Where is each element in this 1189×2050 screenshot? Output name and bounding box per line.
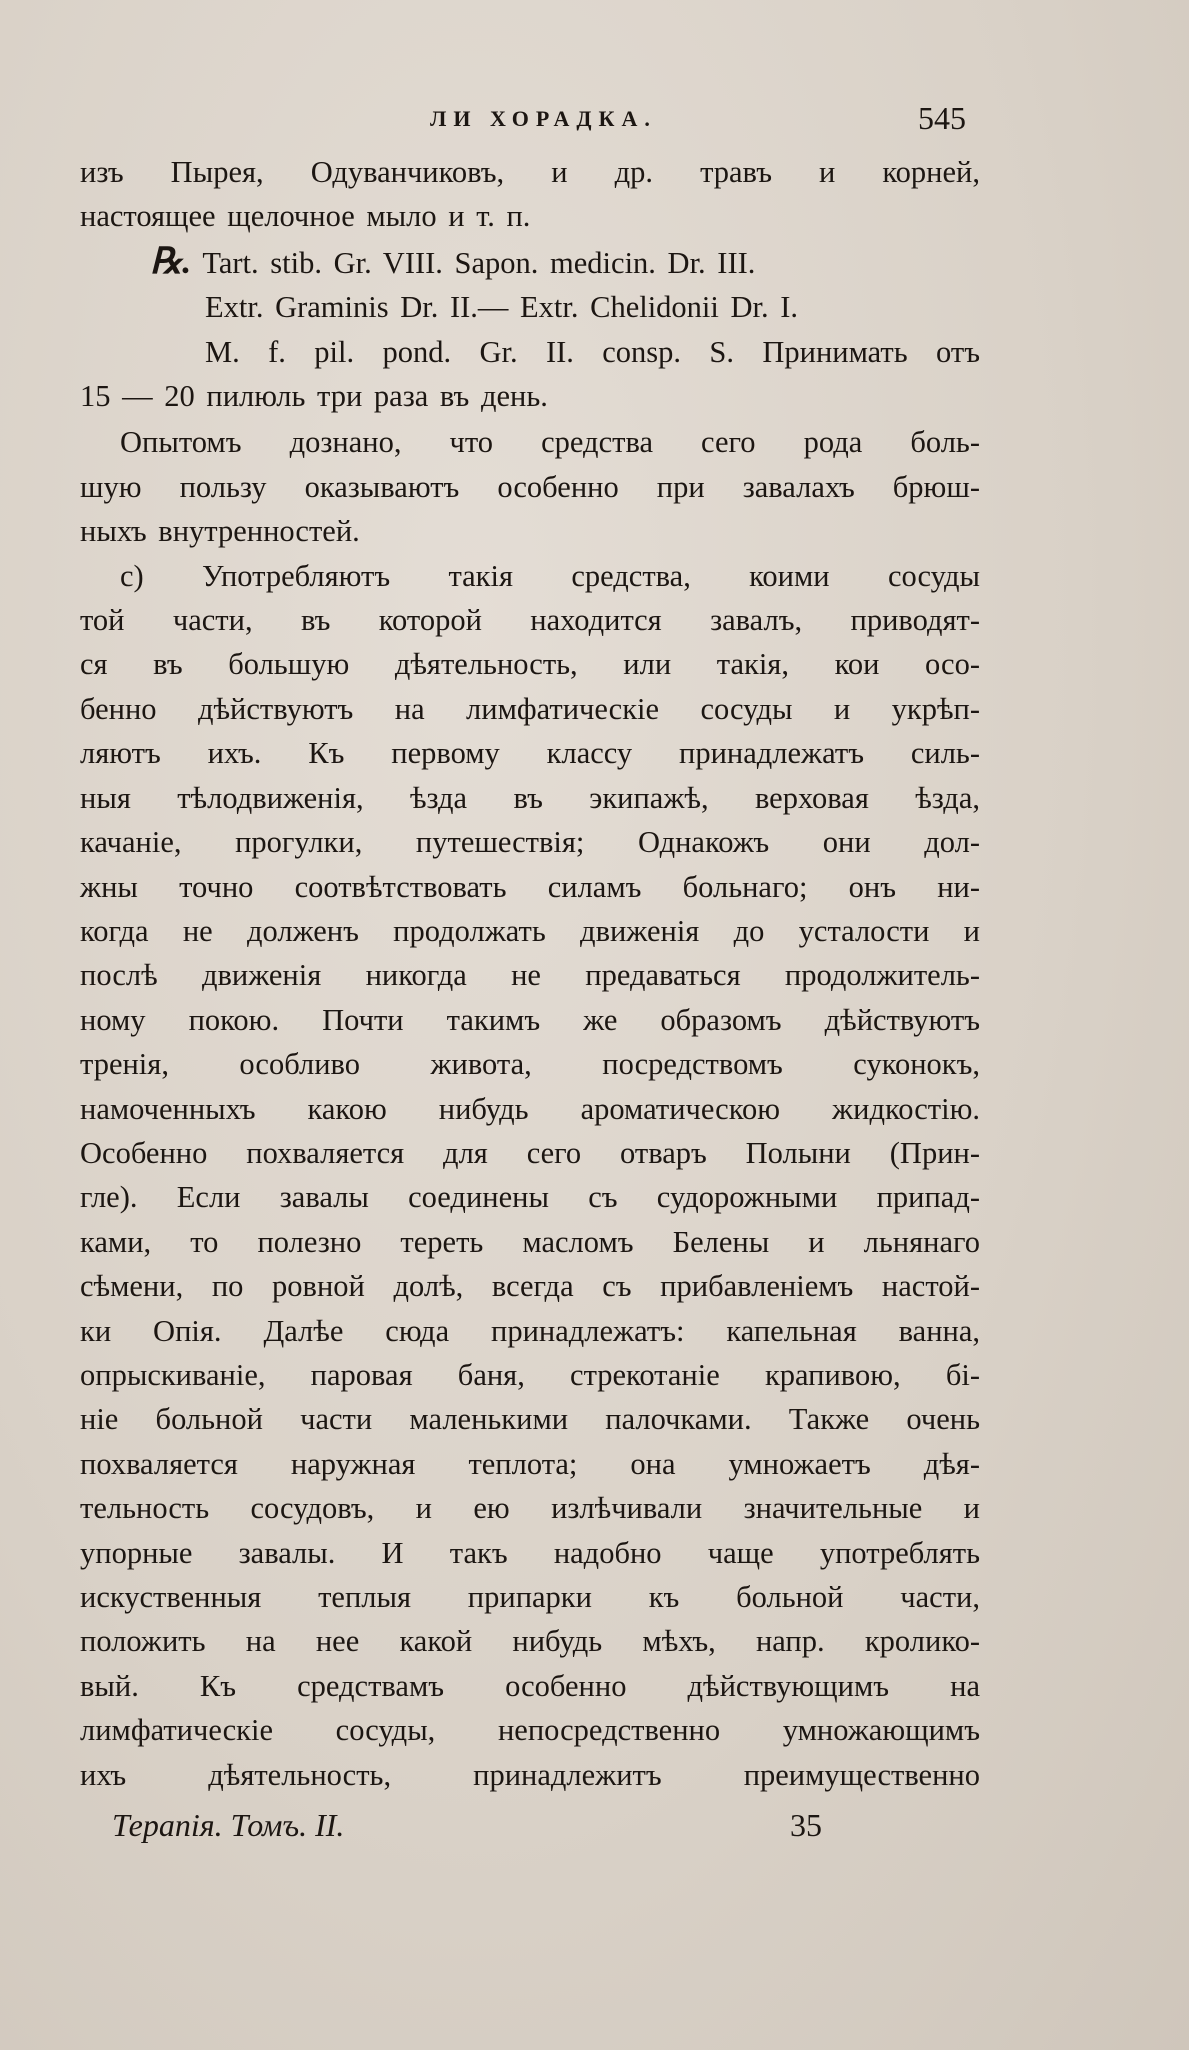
- prescription-text: Tart. stib. Gr. VIII. Sapon. medicin. Dr. III.: [202, 245, 756, 280]
- text-line: намоченныхъ какою нибудь ароматическою жидкостію.: [80, 1091, 980, 1126]
- prescription-line: Extr. Graminis Dr. II.— Extr. Chelidonii Dr. I.: [205, 290, 799, 325]
- text-line: ніе больной части маленькими палочками. Также очень: [80, 1402, 980, 1437]
- text-line: ляютъ ихъ. Къ первому классу принадлежатъ силь-: [80, 736, 980, 771]
- text-line: Особенно похваляется для сего отваръ Полыни (Прин-: [80, 1135, 980, 1170]
- page-body: [80, 150, 980, 1797]
- text-line: тельность сосудовъ, и ею излѣчивали значительные и: [80, 1491, 980, 1526]
- text-line: ки Опія. Далѣе сюда принадлежатъ: капельная ванна,: [80, 1313, 980, 1348]
- running-header: [0, 100, 1189, 148]
- text-line: шую пользу оказываютъ особенно при завалахъ брюш-: [80, 469, 980, 504]
- text-line: Опытомъ дознано, что средства сего рода боль-: [120, 425, 980, 460]
- text-line: лимфатическіе сосуды, непосредственно умножающимъ: [80, 1713, 980, 1748]
- text-line: сѣмени, по ровной долѣ, всегда съ прибавленіемъ настой-: [80, 1269, 980, 1304]
- sheet-number: 35: [790, 1807, 822, 1843]
- text-line: похваляется наружная теплота; она умножаетъ дѣя-: [80, 1446, 980, 1481]
- volume-signature: Терапія. Томъ. II.: [112, 1807, 345, 1843]
- page-number: 545: [918, 100, 966, 136]
- prescription-line: M. f. pil. pond. Gr. II. consp. S. Принимать отъ: [205, 334, 980, 369]
- text-line: искуственныя теплыя припарки къ больной части,: [80, 1580, 980, 1614]
- text-line: той части, въ которой находится завалъ, приводят-: [80, 603, 980, 638]
- page-footer: [0, 1807, 1189, 1857]
- text-line: послѣ движенія никогда не предаваться продолжитель-: [80, 958, 980, 993]
- text-line: бенно дѣйствуютъ на лимфатическіе сосуды и укрѣп-: [80, 691, 980, 726]
- text-line: ся въ большую дѣятельность, или такія, кои осо-: [80, 647, 980, 682]
- prescription-line: 15 — 20 пилюль три раза въ день.: [80, 379, 548, 414]
- text-line: когда не долженъ продолжать движенія до усталости и: [80, 913, 980, 948]
- text-line: жны точно соотвѣтствовать силамъ больнаго; онъ ни-: [80, 869, 980, 904]
- text-line: настоящее щелочное мыло и т. п.: [80, 199, 531, 234]
- text-line: тренія, особливо живота, посредствомъ суконокъ,: [80, 1047, 980, 1082]
- text-line: опрыскиваніе, паровая баня, стрекотаніе крапивою, бі-: [80, 1357, 980, 1392]
- text-line: ихъ дѣятельность, принадлежитъ преимущественно: [80, 1757, 980, 1792]
- running-title: ЛИ ХОРАДКА.: [430, 106, 657, 131]
- text-line: ныхъ внутренностей.: [80, 514, 360, 549]
- text-line: положить на нее какой нибудь мѣхъ, напр. кролико-: [80, 1624, 980, 1659]
- text-line: качаніе, прогулки, путешествія; Однакожъ они дол-: [80, 825, 980, 860]
- recipe-symbol: ℞.: [150, 240, 192, 281]
- text-line: ками, то полезно тереть масломъ Белены и льнянаго: [80, 1224, 980, 1259]
- prescription-line: [80, 239, 980, 285]
- text-line: с) Употребляютъ такія средства, коими сосуды: [120, 558, 980, 593]
- text-line: гле). Если завалы соединены съ судорожными припад-: [80, 1180, 980, 1215]
- text-line: упорные завалы. И такъ надобно чаще употреблять: [80, 1535, 980, 1570]
- text-line: ному покою. Почти такимъ же образомъ дѣйствуютъ: [80, 1002, 980, 1037]
- text-line: изъ Пырея, Одуванчиковъ, и др. травъ и корней,: [80, 155, 980, 189]
- paragraph-1: [80, 420, 980, 553]
- text-line: ныя тѣлодвиженія, ѣзда въ экипажѣ, верховая ѣзда,: [80, 780, 980, 815]
- text-line: вый. Къ средствамъ особенно дѣйствующимъ на: [80, 1668, 980, 1703]
- paragraph-2: [80, 554, 980, 1797]
